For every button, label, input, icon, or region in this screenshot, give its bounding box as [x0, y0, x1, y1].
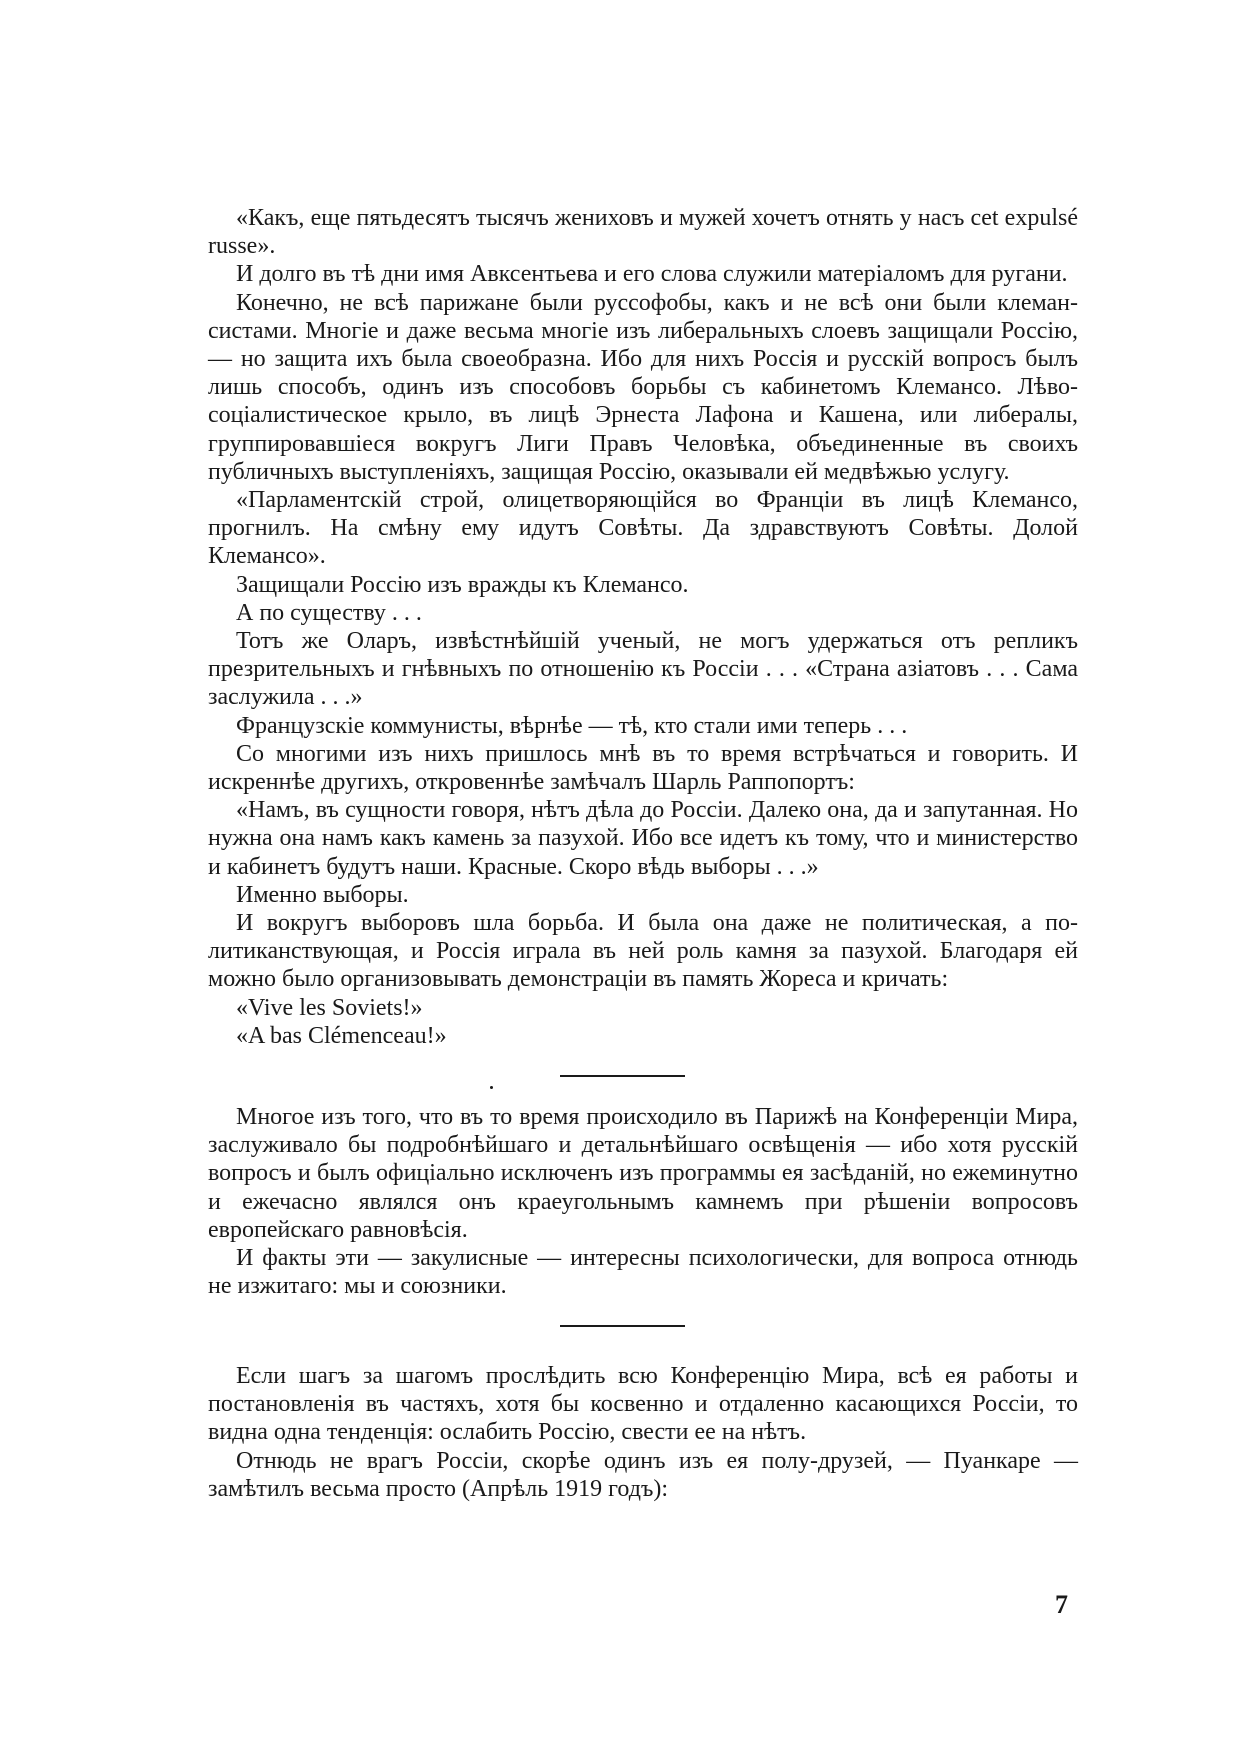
paragraph: «Намъ, въ сущности говоря, нѣтъ дѣла до Россіи. Далеко она, да и запутанная. Но нужна она намъ какъ камень за пазухой. Ибо все идетъ къ тому, что и министерство и кабинетъ будутъ наши. Красные. Скоро вѣдь выборы . . .»	[208, 797, 1078, 880]
section-divider	[560, 1325, 685, 1327]
paragraph: А по существу . . .	[236, 599, 422, 626]
paragraph: «A bas Clémenceau!»	[236, 1022, 447, 1049]
paragraph: «Vive les Soviets!»	[236, 994, 423, 1021]
text-section-3	[208, 1362, 1078, 1503]
paragraph: Защищали Россію изъ вражды къ Клемансо.	[236, 571, 689, 598]
section-divider	[560, 1075, 685, 1077]
text-section-1	[208, 204, 1078, 1050]
paragraph: Тотъ же Оларъ, извѣстнѣйшій ученый, не могъ удержаться отъ репликъ презрительныхъ и гнѣвныхъ по отношенію къ Россіи . . . «Страна азіатовъ . . . Сама заслужила . . .»	[208, 628, 1078, 711]
paragraph: И долго въ тѣ дни имя Авксентьева и его слова служили матеріаломъ для ругани.	[236, 261, 1068, 288]
paragraph: Многое изъ того, что въ то время происходило въ Парижѣ на Конференціи Мира, заслуживало бы подробнѣйшаго и детальнѣйшаго освѣщенія — ибо хотя русскій вопросъ и былъ офиціально исключенъ изъ программы ея засѣданій, но ежеминутно и ежечасно являлся онъ краеугольнымъ камнемъ при рѣшеніи вопросовъ европейскаго равновѣсія.	[208, 1104, 1078, 1243]
paragraph: Со многими изъ нихъ пришлось мнѣ въ то время встрѣчаться и говорить. И искреннѣе другихъ, откровеннѣе замѣчалъ Шарль Раппопортъ:	[208, 740, 1078, 796]
paragraph: И факты эти — закулисные — интересны психологически, для вопроса отнюдь не изжитаго: мы и союзники.	[208, 1245, 1078, 1300]
page-number: 7	[1055, 1590, 1068, 1619]
paragraph: «Парламентскій строй, олицетворяющійся во Франціи въ лицѣ Клемансо, прогнилъ. На смѣну ему идутъ Совѣты. Да здравствуютъ Совѣты. Долой Клемансо».	[208, 487, 1078, 570]
paragraph: Именно выборы.	[236, 881, 409, 908]
paragraph: И вокругъ выборовъ шла борьба. И была она даже не политическая, а политиканствующая, и Россія играла въ ней роль камня за пазухой. Благодаря ей можно было организовывать демонстраціи въ память Жореса и кричать:	[208, 910, 1078, 993]
paragraph: Если шагъ за шагомъ прослѣдить всю Конференцію Мира, всѣ ея работы и постановленія въ частяхъ, хотя бы косвенно и отдаленно касающихся Россіи, то видна одна тенденція: ослабить Россію, свести ее на нѣтъ.	[208, 1363, 1078, 1446]
text-section-2	[208, 1103, 1078, 1300]
paragraph: Конечно, не всѣ парижане были руссофобы, какъ и не всѣ они были клемансистами. Многіе и даже весьма многіе изъ либеральныхъ слоевъ защищали Россію, — но защита ихъ была своеобразна. Ибо для нихъ Россія и русскій вопросъ былъ лишь способъ, одинъ изъ способовъ борьбы съ кабинетомъ Клемансо. Лѣво-соціалистическое крыло, въ лицѣ Эрнеста Лафона и Кашена, или либералы, группировавшіеся вокругъ Лиги Правъ Человѣка, объединенные въ своихъ публичныхъ выступленіяхъ, защищая Россію, оказывали ей медвѣжью услугу.	[208, 289, 1078, 485]
paragraph: Отнюдь не врагъ Россіи, скорѣе одинъ изъ ея полу-друзей, — Пуанкаре — замѣтилъ весьма просто (Апрѣль 1919 годъ):	[208, 1447, 1078, 1502]
paragraph: «Какъ, еще пятьдесятъ тысячъ жениховъ и мужей хочетъ отнять у насъ cet expulsé russe».	[208, 205, 1078, 260]
paragraph: Французскіе коммунисты, вѣрнѣе — тѣ, кто стали ими теперь . . .	[236, 712, 908, 739]
ink-speck	[490, 1086, 493, 1089]
